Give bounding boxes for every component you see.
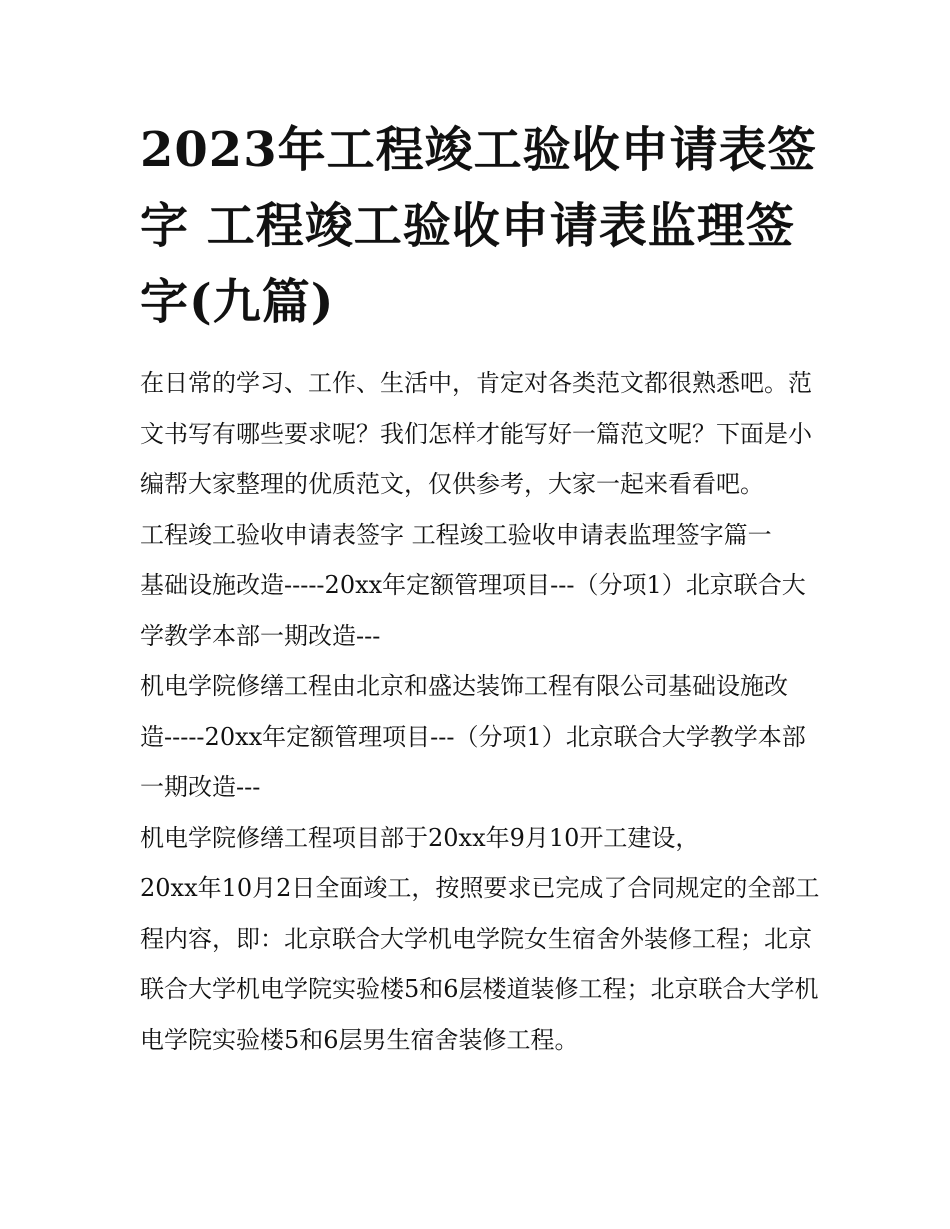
- title-year: 2023: [140, 122, 278, 178]
- body-paragraph: 机电学院修缮工程由北京和盛达装饰工程有限公司基础设施改造-----20xx年定额管理项目---（分项1）北京联合大学教学本部一期改造---: [140, 672, 806, 801]
- body-paragraph: 机电学院修缮工程项目部于20xx年9月10开工建设，: [140, 823, 700, 852]
- intro-paragraph: 在日常的学习、工作、生活中，肯定对各类范文都很熟悉吧。范文书写有哪些要求呢？我们怎样才能写好一篇范文呢？下面是小编帮大家整理的优质范文，仅供参考，大家一起来看看吧。: [140, 369, 812, 498]
- body-paragraph: 基础设施改造-----20xx年定额管理项目---（分项1）北京联合大学教学本部一期改造---: [140, 571, 806, 650]
- title-text: 年工程竣工验收申请表签字 工程竣工验收申请表监理签字(九篇): [140, 122, 817, 330]
- document-page: [140, 112, 820, 1065]
- document-title: [140, 112, 820, 340]
- section-heading: 工程竣工验收申请表签字 工程竣工验收申请表监理签字篇一: [140, 520, 772, 549]
- body-paragraph: 20xx年10月2日全面竣工，按照要求已完成了合同规定的全部工程内容，即：北京联合大学机电学院女生宿舍外装修工程；北京联合大学机电学院实验楼5和6层楼道装修工程；北京联合大学机电学院实验楼5和6层男生宿舍装修工程。: [140, 874, 820, 1054]
